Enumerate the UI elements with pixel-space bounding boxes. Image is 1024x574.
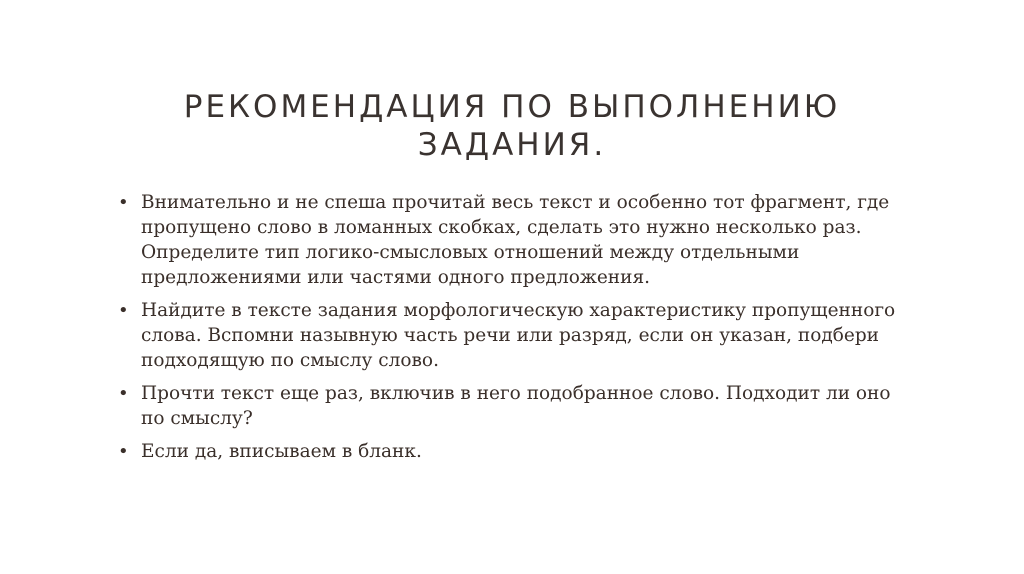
bullet-item [116, 439, 906, 464]
bullet-marker: • [118, 383, 129, 404]
bullet-marker: • [118, 441, 129, 462]
bullet-marker: • [118, 192, 129, 213]
bullet-marker: • [118, 300, 129, 321]
bullet-item [116, 190, 906, 290]
slide-title-line-1: РЕКОМЕНДАЦИЯ ПО ВЫПОЛНЕНИЮ [183, 89, 841, 125]
bullet-list [116, 190, 906, 472]
bullet-text: Если да, вписываем в бланк. [141, 441, 422, 462]
slide-title [110, 88, 914, 164]
bullet-item [116, 298, 906, 373]
bullet-text: Прочти текст еще раз, включив в него подобранное слово. Подходит ли оно по смыслу? [141, 383, 891, 429]
slide-title-line-2: ЗАДАНИЯ. [417, 127, 607, 163]
bullet-text: Внимательно и не спеша прочитай весь текст и особенно тот фрагмент, где пропущено слово в ломанных скобках, сделать это нужно несколько раз. Определите тип логико-смысловых отношений между отдельными предложениями или частями одного предложения. [141, 192, 890, 288]
bullet-item [116, 381, 906, 431]
bullet-text: Найдите в тексте задания морфологическую характеристику пропущенного слова. Вспомни назывную часть речи или разряд, если он указан, подбери подходящую по смыслу слово. [141, 300, 896, 371]
